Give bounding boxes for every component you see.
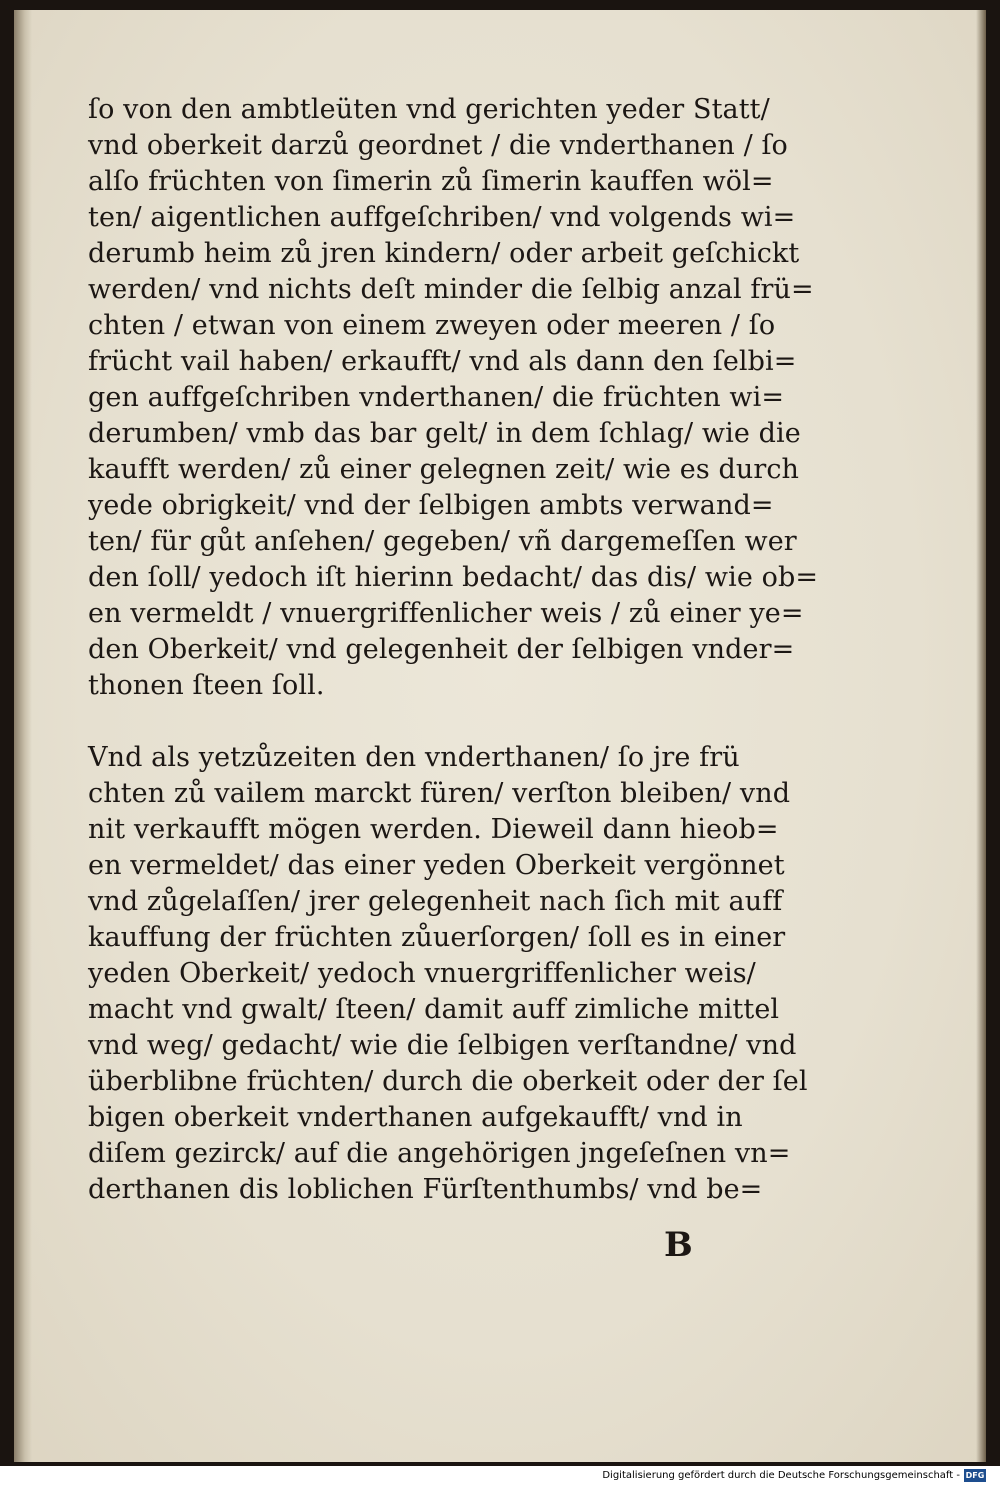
text-line: vnd zůgelaſſen/ jrer gelegenheit nach ſich mit auff — [88, 886, 783, 917]
text-line: diſem gezirck/ auf die angehörigen jngeſeſnen vn= — [88, 1138, 791, 1169]
text-line: gen auffgeſchriben vnderthanen/ die früchten wi= — [88, 382, 785, 413]
page-gutter-shadow — [14, 10, 32, 1462]
text-line: den Oberkeit/ vnd gelegenheit der ſelbigen vnder= — [88, 634, 795, 665]
text-line: kaufft werden/ zů einer gelegnen zeit/ wie es durch — [88, 454, 800, 485]
text-line: frücht vail haben/ erkaufft/ vnd als dann den ſelbi= — [88, 346, 797, 377]
text-line: chten / etwan von einem zweyen oder meeren / ſo — [88, 310, 776, 341]
text-line: Vnd als yetzůzeiten den vnderthanen/ ſo jre frü — [88, 742, 740, 773]
text-line: kauffung der früchten zůuerſorgen/ ſoll es in einer — [88, 922, 786, 953]
text-line: derumben/ vmb das bar gelt/ in dem ſchlag/ wie die — [88, 418, 801, 449]
page-text — [88, 92, 819, 1208]
text-line: derthanen dis loblichen Fürſtenthumbs/ vnd be= — [88, 1174, 763, 1205]
text-line: thonen ſteen ſoll. — [88, 670, 325, 701]
text-line: nit verkaufft mögen werden. Dieweil dann hieob= — [88, 814, 779, 845]
text-line: ten/ für gůt anſehen/ gegeben/ vñ dargemeſſen wer — [88, 526, 797, 557]
text-line: yede obrigkeit/ vnd der ſelbigen ambts verwand= — [88, 490, 774, 521]
text-line: bigen oberkeit vnderthanen aufgekaufft/ vnd in — [88, 1102, 743, 1133]
text-line: yeden Oberkeit/ yedoch vnuergriffenlicher weis/ — [88, 958, 756, 989]
footer-credit: Digitalisierung gefördert durch die Deutsche Forschungsgemeinschaft - — [602, 1470, 960, 1481]
text-line: en vermeldet/ das einer yeden Oberkeit vergönnet — [88, 850, 785, 881]
text-line: ſo von den ambtleüten vnd gerichten yeder Statt/ — [88, 94, 770, 125]
text-line: vnd oberkeit darzů geordnet / die vnderthanen / ſo — [88, 130, 788, 161]
dfg-logo-icon: DFG — [965, 1471, 985, 1480]
text-line: werden/ vnd nichts deſt minder die ſelbig anzal frü= — [88, 274, 814, 305]
text-line: den ſoll/ yedoch iſt hierinn bedacht/ das dis/ wie ob= — [88, 562, 819, 593]
text-line: alſo früchten von ſimerin zů ſimerin kauffen wöl= — [88, 166, 774, 197]
text-line: chten zů vailem marckt füren/ verſton bleiben/ vnd — [88, 778, 791, 809]
paragraph-1 — [88, 92, 819, 704]
text-line: en vermeldt / vnuergriffenlicher weis / zů einer ye= — [88, 598, 804, 629]
page-edge-shadow — [976, 10, 986, 1462]
text-line: macht vnd gwalt/ ſteen/ damit auff zimliche mittel — [88, 994, 780, 1025]
signature-mark: B — [664, 1225, 693, 1265]
text-line: derumb heim zů jren kindern/ oder arbeit geſchickt — [88, 238, 800, 269]
text-line: überblibne früchten/ durch die oberkeit oder der ſel — [88, 1066, 808, 1097]
paragraph-2 — [88, 740, 808, 1208]
text-line: vnd weg/ gedacht/ wie die ſelbigen verſtandne/ vnd — [88, 1030, 797, 1061]
text-line: ten/ aigentlichen auffgeſchriben/ vnd volgends wi= — [88, 202, 796, 233]
